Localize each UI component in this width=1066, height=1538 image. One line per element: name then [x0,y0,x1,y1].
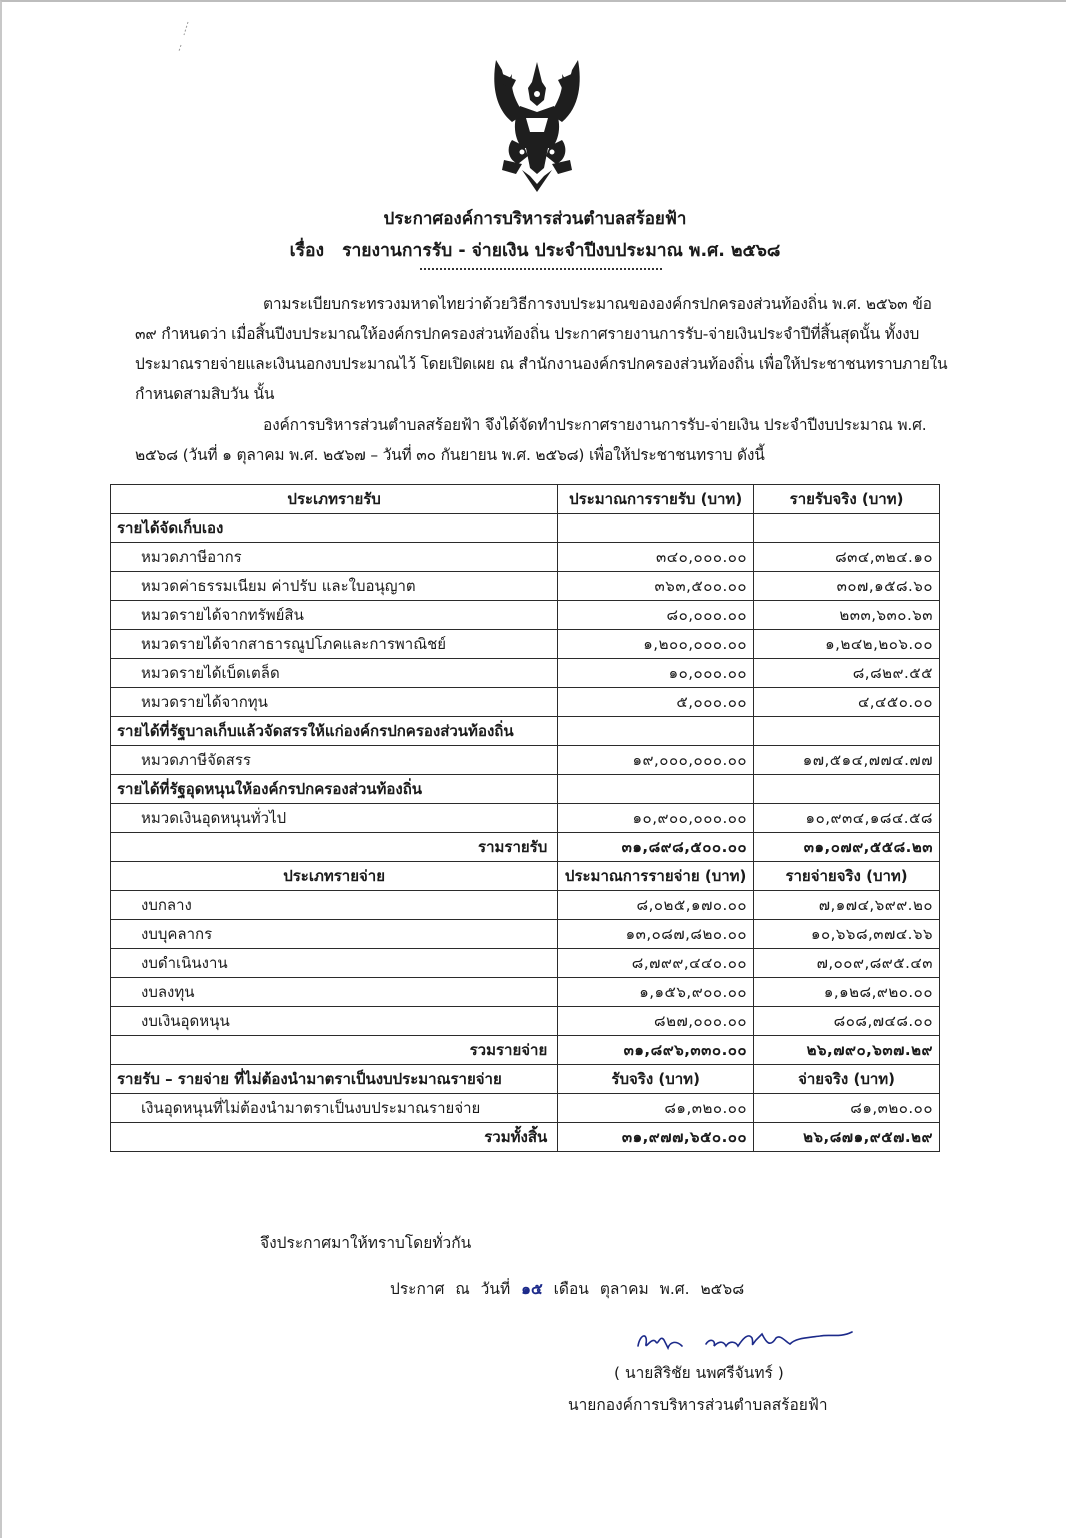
section-title: รายได้ที่รัฐบาลเก็บแล้วจัดสรรให้แก่องค์กรปกครองส่วนท้องถิ่น [111,717,558,746]
garuda-emblem-icon [482,52,592,197]
income-actual: ๘,๘๒๙.๕๕ [754,659,940,688]
empty-cell [754,775,940,804]
announcement-title: ประกาศองค์การบริหารส่วนตำบลสร้อยฟ้า [383,209,687,229]
section-row [111,717,940,746]
income-estimate: ๕,๐๐๐.๐๐ [558,688,754,717]
income-estimate: ๓๔๐,๐๐๐.๐๐ [558,543,754,572]
intro-paragraph [135,289,955,409]
col-header-expense-estimate: ประมาณการรายจ่าย (บาท) [558,862,754,891]
grand-total-row [111,1123,940,1152]
income-total-label: รามรายรับ [111,833,558,862]
total-row [111,833,940,862]
income-category: หมวดค่าธรรมเนียม ค่าปรับ และใบอนุญาต [111,572,558,601]
section-row [111,775,940,804]
date-prefix: ประกาศ ณ วันที่ [390,1280,511,1298]
expense-actual: ๗,๐๐๙,๘๙๕.๔๓ [754,949,940,978]
financial-report-table [110,484,940,1152]
closing-statement: จึงประกาศมาให้ทราบโดยทั่วกัน [260,1234,472,1252]
income-actual: ๑๐,๙๓๔,๑๘๔.๕๘ [754,804,940,833]
expense-estimate: ๑,๑๕๖,๙๐๐.๐๐ [558,978,754,1007]
table-row [111,630,940,659]
expense-actual: ๑,๑๒๘,๙๒๐.๐๐ [754,978,940,1007]
expense-category: งบเงินอุดหนุน [111,1007,558,1036]
income-category: หมวดรายได้จากทุน [111,688,558,717]
income-actual: ๑,๒๔๒,๒๐๖.๐๐ [754,630,940,659]
expense-actual: ๘๐๘,๗๔๘.๐๐ [754,1007,940,1036]
offbudget-category: เงินอุดหนุนที่ไม่ต้องนำมาตราเป็นงบประมาณรายจ่าย [111,1094,558,1123]
signatory-name: ( นายสิริชัย นพศรีจันทร์ ) [614,1364,784,1382]
empty-cell [754,717,940,746]
table-row [111,543,940,572]
table-header-row [111,485,940,514]
date-day-handwritten: ๑๕ [521,1280,543,1298]
scan-mark [172,17,192,87]
expense-estimate: ๑๓,๐๘๗,๘๒๐.๐๐ [558,920,754,949]
income-category: หมวดภาษีจัดสรร [111,746,558,775]
date-suffix: เดือน ตุลาคม พ.ศ. ๒๕๖๘ [553,1280,745,1298]
expense-category: งบดำเนินงาน [111,949,558,978]
col-header-offbudget-received: รับจริง (บาท) [558,1065,754,1094]
expense-total-actual: ๒๖,๗๙๐,๖๓๗.๒๙ [754,1036,940,1065]
income-category: หมวดเงินอุดหนุนทั่วไป [111,804,558,833]
section-row [111,514,940,543]
signatory-position: นายกองค์การบริหารส่วนตำบลสร้อยฟ้า [568,1396,828,1414]
col-header-expense-type: ประเภทรายจ่าย [111,862,558,891]
expense-category: งบลงทุน [111,978,558,1007]
table-row [111,891,940,920]
offbudget-received: ๘๑,๓๒๐.๐๐ [558,1094,754,1123]
expense-category: งบบุคลากร [111,920,558,949]
income-category: หมวดภาษีอากร [111,543,558,572]
statement-paragraph-text: องค์การบริหารส่วนตำบลสร้อยฟ้า จึงได้จัดทำประกาศรายงานการรับ-จ่ายเงิน ประจำปีงบประมาณ พ.ศ. ๒๕๖๘ (วันที่ ๑ ตุลาคม พ.ศ. ๒๕๖๗ – วันที่ ๓๐ กันยายน พ.ศ. ๒๕๖๘) เพื่อให้ประชาชนทราบ ดังนี้ [135,416,927,464]
income-total-actual: ๓๑,๐๗๙,๕๕๘.๒๓ [754,833,940,862]
expense-actual: ๑๐,๖๖๘,๓๗๔.๖๖ [754,920,940,949]
empty-cell [558,514,754,543]
col-header-income-type: ประเภทรายรับ [111,485,558,514]
expense-estimate: ๘๒๗,๐๐๐.๐๐ [558,1007,754,1036]
income-estimate: ๑,๒๐๐,๐๐๐.๐๐ [558,630,754,659]
income-estimate: ๘๐,๐๐๐.๐๐ [558,601,754,630]
col-header-income-actual: รายรับจริง (บาท) [754,485,940,514]
income-actual: ๑๗,๕๑๔,๗๗๔.๗๗ [754,746,940,775]
income-estimate: ๑๐,๙๐๐,๐๐๐.๐๐ [558,804,754,833]
announcement-date [390,1276,744,1301]
table-row [111,572,940,601]
subject-label: เรื่อง [289,241,325,261]
income-category: หมวดรายได้จากทรัพย์สิน [111,601,558,630]
income-estimate: ๓๖๓,๕๐๐.๐๐ [558,572,754,601]
expense-estimate: ๘,๐๒๕,๑๗๐.๐๐ [558,891,754,920]
offbudget-paid: ๘๑,๓๒๐.๐๐ [754,1094,940,1123]
col-header-offbudget-paid: จ่ายจริง (บาท) [754,1065,940,1094]
table-row [111,746,940,775]
statement-paragraph [135,410,955,470]
signature-icon [630,1320,870,1360]
grand-total-paid: ๒๖,๘๗๑,๙๕๗.๒๙ [754,1123,940,1152]
income-estimate: ๑๙,๐๐๐,๐๐๐.๐๐ [558,746,754,775]
income-estimate: ๑๐,๐๐๐.๐๐ [558,659,754,688]
expense-category: งบกลาง [111,891,558,920]
income-actual: ๒๓๓,๖๓๐.๖๓ [754,601,940,630]
table-row [111,659,940,688]
table-row [111,1007,940,1036]
table-row [111,688,940,717]
col-header-offbudget-type: รายรับ – รายจ่าย ที่ไม่ต้องนำมาตราเป็นงบประมาณรายจ่าย [111,1065,558,1094]
income-actual: ๔,๔๕๐.๐๐ [754,688,940,717]
announcement-subject [2,236,1066,264]
empty-cell [754,514,940,543]
expense-total-label: รวมรายจ่าย [111,1036,558,1065]
table-row [111,601,940,630]
table-row [111,1094,940,1123]
table-row [111,949,940,978]
section-title: รายได้ที่รัฐอุดหนุนให้องค์กรปกครองส่วนท้องถิ่น [111,775,558,804]
income-actual: ๓๐๗,๑๕๘.๖๐ [754,572,940,601]
expense-estimate: ๘,๗๙๙,๔๔๐.๐๐ [558,949,754,978]
dotted-divider [420,268,662,274]
expense-actual: ๗,๑๗๔,๖๙๙.๒๐ [754,891,940,920]
total-row [111,1036,940,1065]
income-total-estimate: ๓๑,๘๙๘,๕๐๐.๐๐ [558,833,754,862]
section-title: รายได้จัดเก็บเอง [111,514,558,543]
table-row [111,920,940,949]
table-header-row [111,1065,940,1094]
table-row [111,978,940,1007]
intro-paragraph-text: ตามระเบียบกระทรวงมหาดไทยว่าด้วยวิธีการงบประมาณขององค์กรปกครองส่วนท้องถิ่น พ.ศ. ๒๕๖๓ ข้อ ๓๙ กำหนดว่า เมื่อสิ้นปีงบประมาณให้องค์กรปกครองส่วนท้องถิ่น ประกาศรายงานการรับ-จ่ายเงินประจำปีที่สิ้นสุดนั้น ทั้งงบประมาณรายจ่ายและเงินนอกงบประมาณไว้ โดยเปิดเผย ณ สำนักงานองค์กรปกครองส่วนท้องถิ่น เพื่อให้ประชาชนทราบภายในกำหนดสามสิบวัน นั้น [135,295,948,403]
subject-text: รายงานการรับ - จ่ายเงิน ประจำปีงบประมาณ พ.ศ. ๒๕๖๘ [342,241,781,261]
income-actual: ๘๓๔,๓๒๔.๑๐ [754,543,940,572]
grand-total-received: ๓๑,๙๗๗,๖๕๐.๐๐ [558,1123,754,1152]
expense-total-estimate: ๓๑,๘๙๖,๓๓๐.๐๐ [558,1036,754,1065]
income-category: หมวดรายได้จากสาธารณูปโภคและการพาณิชย์ [111,630,558,659]
empty-cell [558,717,754,746]
table-row [111,804,940,833]
grand-total-label: รวมทั้งสิ้น [111,1123,558,1152]
table-header-row [111,862,940,891]
income-category: หมวดรายได้เบ็ดเตล็ด [111,659,558,688]
col-header-income-estimate: ประมาณการรายรับ (บาท) [558,485,754,514]
empty-cell [558,775,754,804]
col-header-expense-actual: รายจ่ายจริง (บาท) [754,862,940,891]
